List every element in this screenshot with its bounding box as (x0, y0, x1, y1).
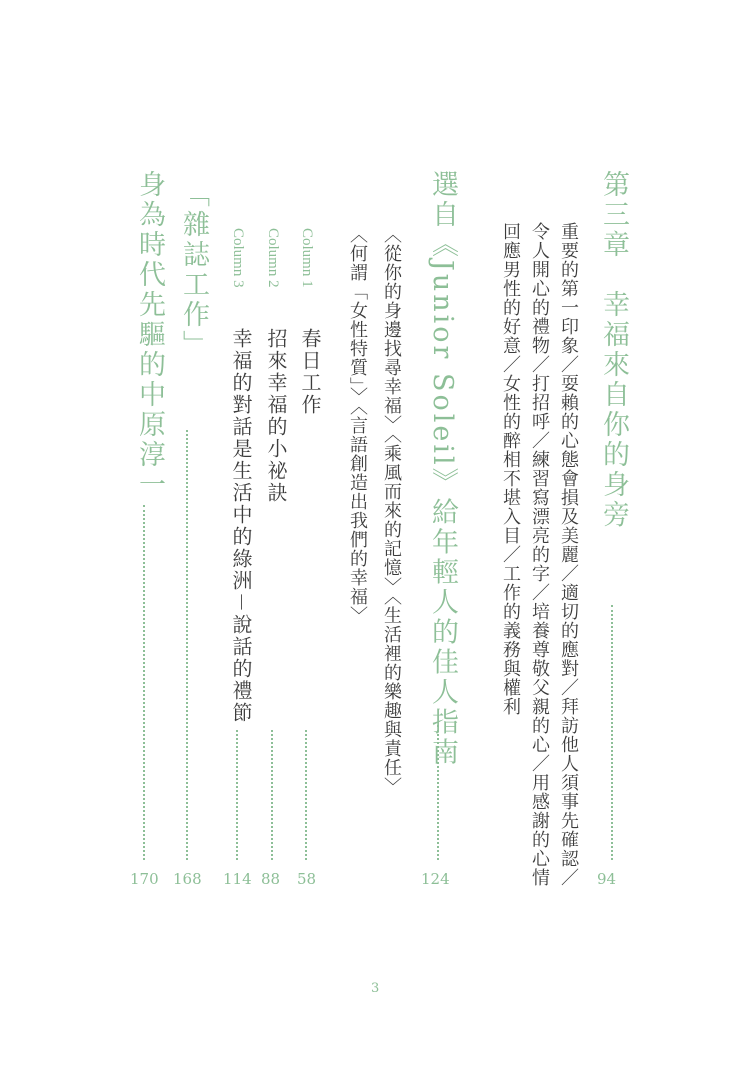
leader-dots (236, 730, 238, 860)
body-line: 〈從你的身邊找尋幸福〉〈乘風而來的記憶〉〈生活裡的樂趣與責任〉 (381, 225, 402, 796)
page-number-chapter3: 94 (597, 870, 617, 888)
page-number-magazine: 168 (173, 870, 202, 888)
page-number-column2: 88 (261, 870, 281, 888)
leader-dots (611, 605, 613, 860)
page-number-column1: 58 (297, 870, 317, 888)
column-label: Column 1 (299, 228, 315, 288)
magazine-title: 「雜誌工作」 (178, 180, 209, 360)
leader-dots (305, 730, 307, 860)
body-line: 重要的第一印象／耍賴的心態會損及美麗／適切的應對／拜訪他人須事先確認／ (558, 222, 579, 887)
chapter-title: 第三章 幸福來自你的身旁 (598, 170, 629, 530)
folio-page-number: 3 (371, 981, 380, 996)
page-number-column3: 114 (223, 870, 252, 888)
leader-dots (186, 430, 188, 860)
section-title: 選自《Junior Soleil》給年輕人的佳人指南 (427, 170, 458, 768)
column-title: 招來幸福的小祕訣 (264, 328, 288, 504)
leader-dots (271, 730, 273, 860)
body-line: 令人開心的禮物／打招呼／練習寫漂亮的字／培養尊敬父親的心／用感謝的心情 (529, 222, 550, 887)
leader-dots (437, 725, 439, 860)
page-number-selection: 124 (421, 870, 450, 888)
column-title: 幸福的對話是生活中的綠洲－說話的禮節 (229, 328, 253, 724)
column-label: Column 2 (265, 228, 281, 288)
body-line: 回應男性的好意／女性的醉相不堪入目／工作的義務與權利 (500, 222, 521, 716)
leader-dots (143, 505, 145, 860)
pioneer-title: 身為時代先驅的中原淳一 (134, 170, 165, 500)
body-line: 〈何謂「女性特質」〉〈言語創造出我們的幸福〉 (347, 225, 368, 625)
page-number-pioneer: 170 (130, 870, 159, 888)
column-title: 春日工作 (298, 328, 322, 416)
column-label: Column 3 (230, 228, 246, 288)
